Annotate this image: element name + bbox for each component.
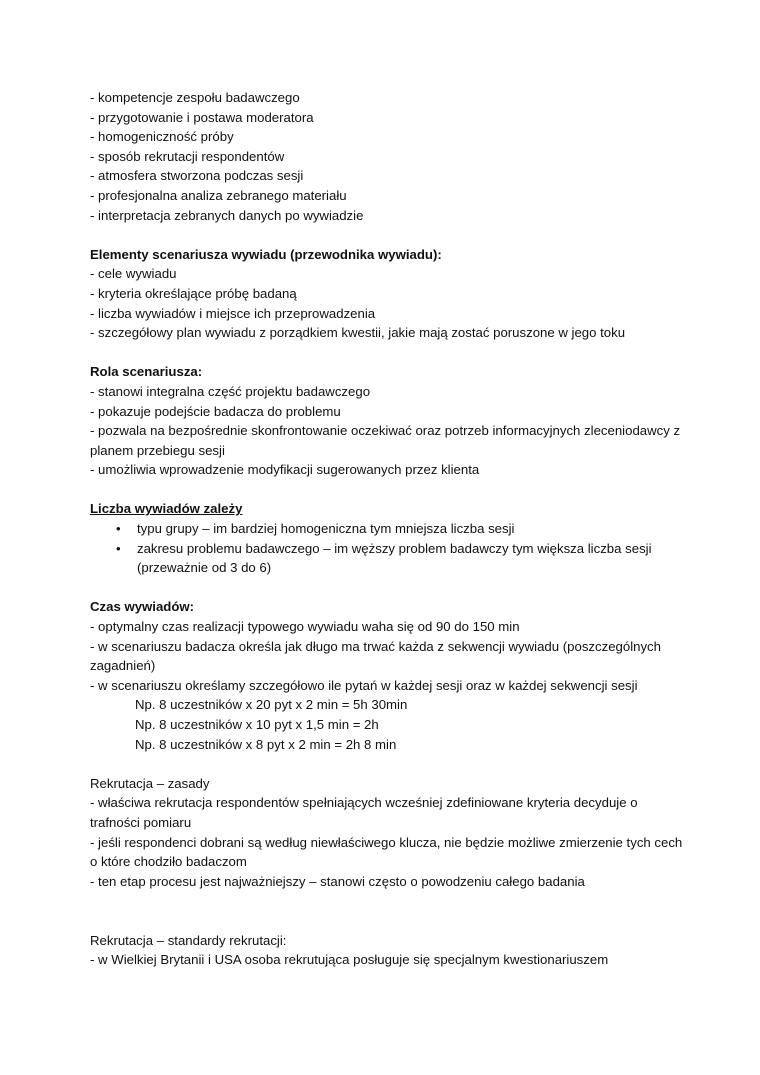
list-item: - liczba wywiadów i miejsce ich przeprowadzenia	[90, 305, 376, 321]
list-item: - sposób rekrutacji respondentów	[90, 148, 285, 164]
section-heading: Rekrutacja – standardy rekrutacji:	[90, 932, 287, 948]
section-rola	[90, 362, 690, 480]
factors-list	[90, 88, 690, 225]
list-item-continuation: planem przebiegu sesji	[90, 442, 225, 458]
list-item: - profesjonalna analiza zebranego materiału	[90, 187, 347, 203]
bullet-item	[90, 519, 690, 539]
bullet-icon: •	[116, 540, 121, 556]
list-item: - właściwa rekrutacja respondentów spełniających wcześniej zdefiniowane kryteria decyduje o	[90, 795, 638, 811]
list-item: - w scenariuszu badacza określa jak długo ma trwać każda z sekwencji wywiadu (poszczególnych	[90, 638, 661, 654]
section-heading: Elementy scenariusza wywiadu (przewodnika wywiadu):	[90, 246, 442, 262]
section-heading: Czas wywiadów:	[90, 599, 195, 615]
list-item: - jeśli respondenci dobrani są według niewłaściwego klucza, nie będzie możliwe zmierzenie tych cech	[90, 834, 683, 850]
section-heading: Rekrutacja – zasady	[90, 775, 210, 791]
list-item: - atmosfera stworzona podczas sesji	[90, 168, 304, 184]
list-item: - cele wywiadu	[90, 266, 177, 282]
list-item: - kryteria określające próbę badaną	[90, 285, 297, 301]
list-item: - w scenariuszu określamy szczegółowo ile pytań w każdej sesji oraz w każdej sekwencji sesji	[90, 677, 638, 693]
bullet-text: zakresu problemu badawczego – im węższy problem badawczy tym większa liczba sesji (przeważnie od 3 do 6)	[137, 540, 652, 576]
list-item: - pozwala na bezpośrednie skonfrontowanie oczekiwać oraz potrzeb informacyjnych zleceniodawcy z	[90, 423, 681, 439]
list-item: - interpretacja zebranych danych po wywiadzie	[90, 207, 364, 223]
document-body	[90, 88, 690, 970]
example-line: Np. 8 uczestników x 10 pyt x 1,5 min = 2h	[135, 717, 379, 732]
list-item: - ten etap procesu jest najważniejszy – stanowi często o powodzeniu całego badania	[90, 873, 585, 889]
section-liczba	[90, 499, 690, 577]
example-line: Np. 8 uczestników x 8 pyt x 2 min = 2h 8 min	[135, 736, 397, 752]
list-item-continuation: zagadnień)	[90, 658, 156, 674]
section-rekrutacja-standardy	[90, 931, 690, 970]
bullet-item	[90, 539, 690, 578]
list-item: - w Wielkiej Brytanii i USA osoba rekrutująca posługuje się specjalnym kwestionariuszem	[90, 952, 609, 968]
list-item: - pokazuje podejście badacza do problemu	[90, 403, 341, 419]
list-item: - umożliwia wprowadzenie modyfikacji sugerowanych przez klienta	[90, 462, 480, 478]
section-rekrutacja-zasady	[90, 774, 690, 892]
example-line: Np. 8 uczestników x 20 pyt x 2 min = 5h 30min	[135, 697, 408, 713]
list-item: - optymalny czas realizacji typowego wywiadu waha się od 90 do 150 min	[90, 619, 520, 635]
section-scenariusz	[90, 245, 690, 343]
bullet-icon: •	[116, 521, 121, 537]
list-item: - stanowi integralna część projektu badawczego	[90, 383, 371, 399]
list-item: - homogeniczność próby	[90, 129, 234, 145]
list-item: - przygotowanie i postawa moderatora	[90, 109, 314, 125]
bullet-text: typu grupy – im bardziej homogeniczna tym mniejsza liczba sesji	[137, 521, 515, 537]
section-czas	[90, 597, 690, 754]
list-item: - kompetencje zespołu badawczego	[90, 90, 300, 105]
section-heading: Rola scenariusza:	[90, 364, 203, 380]
list-item: - szczegółowy plan wywiadu z porządkiem kwestii, jakie mają zostać poruszone w jego toku	[90, 325, 626, 341]
list-item-continuation: trafności pomiaru	[90, 814, 192, 830]
list-item-continuation: o które chodziło badaczom	[90, 854, 247, 870]
section-heading: Liczba wywiadów zależy	[90, 501, 243, 517]
